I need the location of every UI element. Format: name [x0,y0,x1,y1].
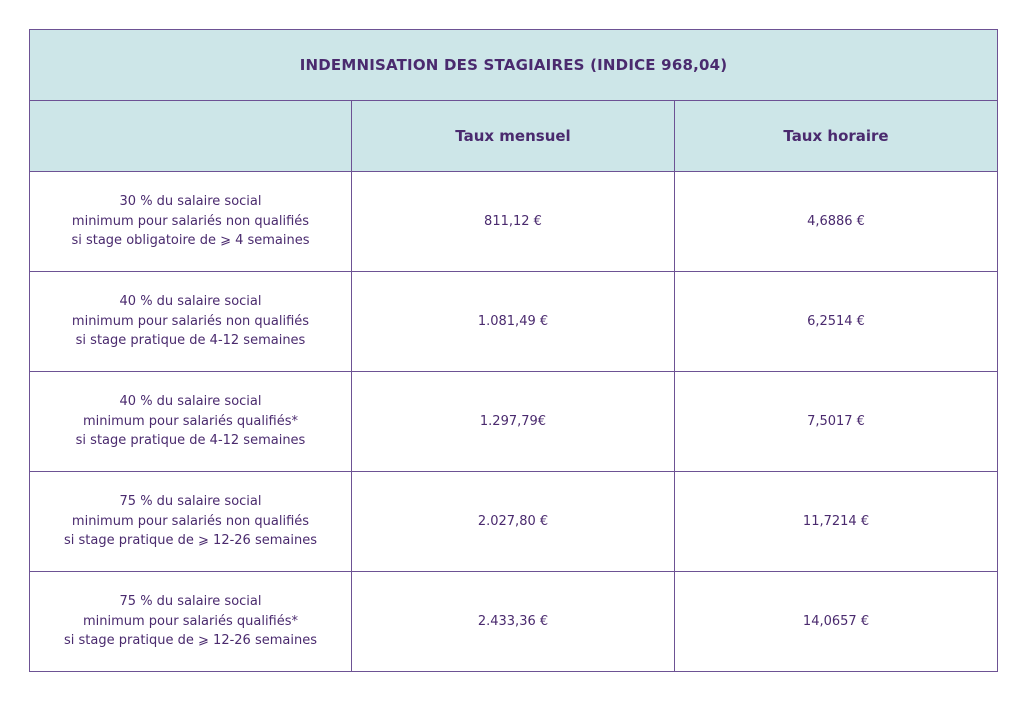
description-line: 75 % du salaire social [119,594,262,610]
monthly-rate-cell: 1.297,79€ [352,372,675,472]
table-row [30,472,998,572]
header-monthly-rate: Taux mensuel [352,101,675,172]
description-line: minimum pour salariés non qualifiés [71,513,310,529]
table-row [30,272,998,372]
description-line: si stage pratique de ⩾ 12-26 semaines [64,633,317,649]
header-hourly-rate: Taux horaire [675,101,998,172]
table-row [30,572,998,672]
table-header-row [30,101,998,172]
monthly-rate-cell: 811,12 € [352,172,675,272]
monthly-rate-cell: 2.433,36 € [352,572,675,672]
hourly-rate-cell: 6,2514 € [675,272,998,372]
row-description [30,172,352,272]
row-description [30,272,352,372]
description-line: minimum pour salariés qualifiés* [82,613,299,629]
row-description [30,372,352,472]
header-empty [30,101,352,172]
description-line: minimum pour salariés non qualifiés [71,313,310,329]
table-title-row [30,30,998,101]
description-line: minimum pour salariés qualifiés* [82,413,299,429]
internship-compensation-table [29,29,998,672]
description-line: 40 % du salaire social [119,294,262,310]
description-line: 30 % du salaire social [119,194,262,210]
hourly-rate-cell: 14,0657 € [675,572,998,672]
monthly-rate-cell: 1.081,49 € [352,272,675,372]
description-line: minimum pour salariés non qualifiés [71,213,310,229]
hourly-rate-cell: 11,7214 € [675,472,998,572]
table-row [30,172,998,272]
table-title: INDEMNISATION DES STAGIAIRES (INDICE 968,04) [30,30,998,101]
description-line: 75 % du salaire social [119,494,262,510]
description-line: si stage pratique de 4-12 semaines [75,433,306,449]
description-line: si stage obligatoire de ⩾ 4 semaines [71,233,310,249]
table-row [30,372,998,472]
description-line: si stage pratique de 4-12 semaines [75,333,306,349]
row-description [30,572,352,672]
hourly-rate-cell: 4,6886 € [675,172,998,272]
description-line: 40 % du salaire social [119,394,262,410]
monthly-rate-cell: 2.027,80 € [352,472,675,572]
row-description [30,472,352,572]
description-line: si stage pratique de ⩾ 12-26 semaines [64,533,317,549]
hourly-rate-cell: 7,5017 € [675,372,998,472]
